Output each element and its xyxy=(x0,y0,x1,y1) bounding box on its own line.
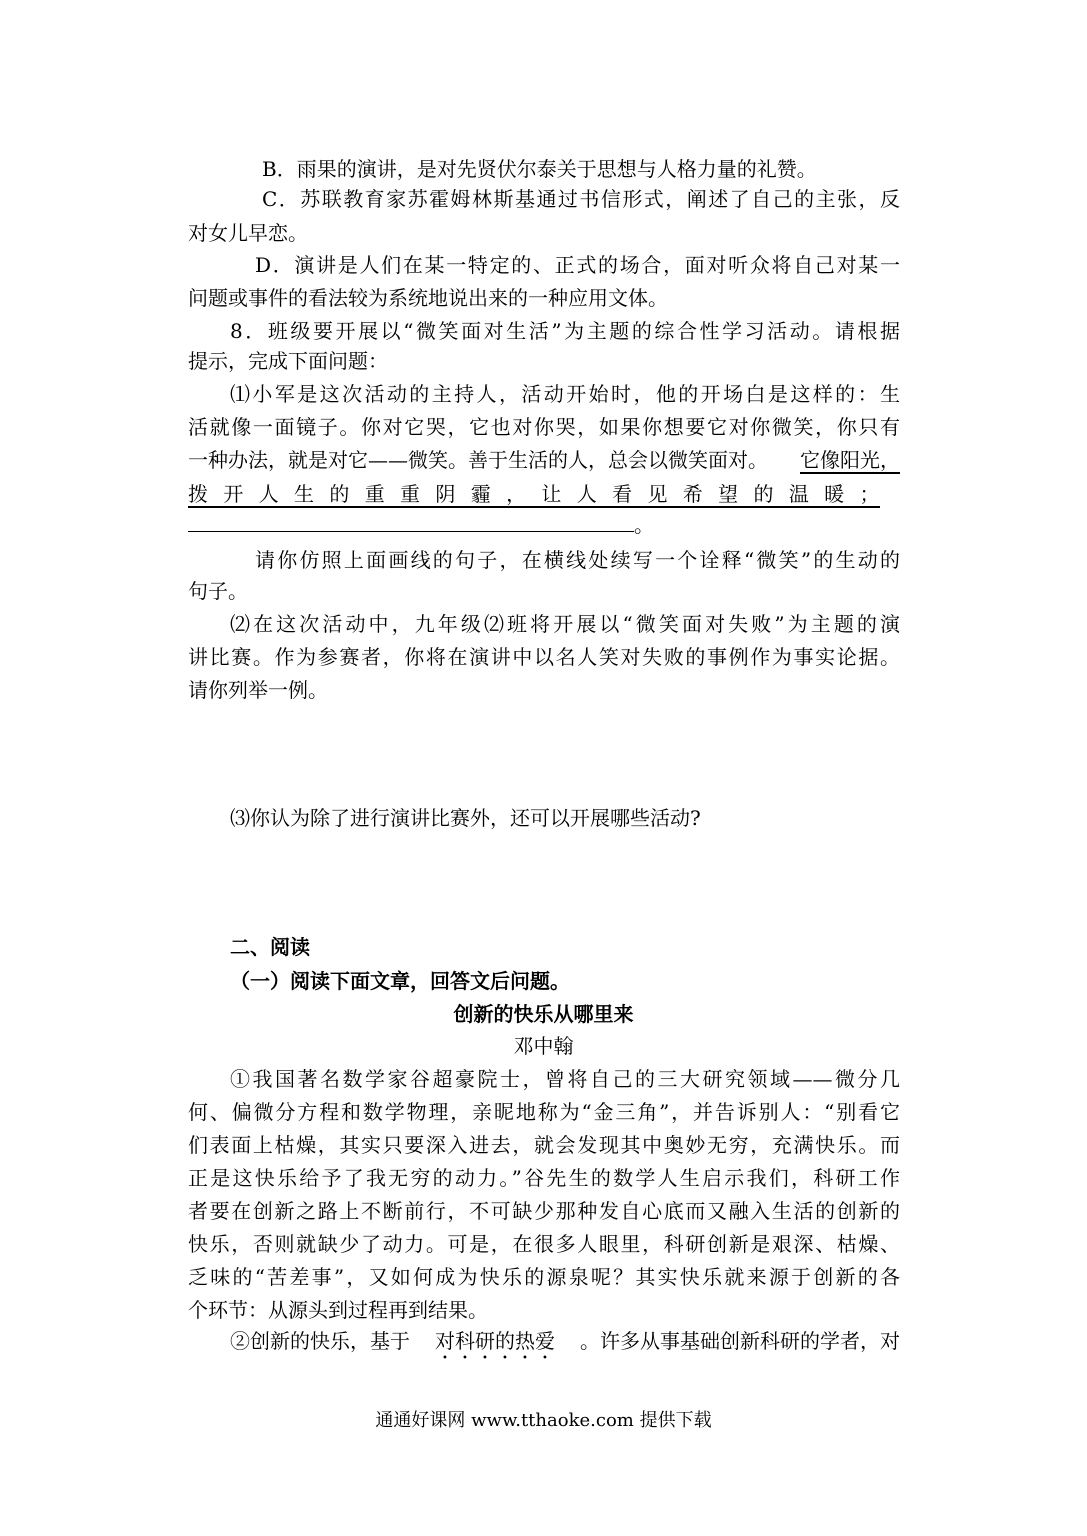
q8-sub1-line3 xyxy=(188,445,900,475)
dotted-emphasis-phrase: 对科研的热爱 xyxy=(435,1329,555,1353)
option-d-line1: D．演讲是人们在某一特定的、正式的场合，面对听众将自己对某一 xyxy=(255,253,900,277)
para2-text-after: 。许多从事基础创新科研的学者，对 xyxy=(580,1329,900,1353)
option-c-line2: 对女儿早恋。 xyxy=(188,221,308,245)
part1-heading: （一）阅读下面文章，回答文后问题。 xyxy=(230,969,570,993)
q8-sub3: ⑶你认为除了进行演讲比赛外，还可以开展哪些活动? xyxy=(230,806,701,830)
option-c-line1: C．苏联教育家苏霍姆林斯基通过书信形式，阐述了自己的主张，反 xyxy=(262,187,900,211)
para2-line1 xyxy=(230,1326,900,1364)
q8-sub1-line3-text: 一种办法，就是对它——微笑。善于生活的人，总会以微笑面对。 xyxy=(188,448,768,472)
answer-blank-line xyxy=(188,531,634,532)
option-d-line2: 问题或事件的看法较为系统地说出来的一种应用文体。 xyxy=(188,286,668,310)
para1-line5: 者要在创新之路上不断前行，不可缺少那种发自心底而又融入生活的创新的 xyxy=(188,1199,900,1223)
page-footer: 通通好课网 www.tthaoke.com 提供下载 xyxy=(375,1410,712,1431)
underlined-sentence-end: 拨开人生的重重阴霾，让人看见希望的温暖； xyxy=(188,482,880,506)
article-author: 邓中翰 xyxy=(513,1034,574,1058)
q8-stem-line2: 提示，完成下面问题： xyxy=(188,349,388,373)
q8-sub2-line2: 讲比赛。作为参赛者，你将在演讲中以名人笑对失败的事例作为事实论据。 xyxy=(188,645,900,669)
section-heading-reading: 二、阅读 xyxy=(230,935,310,959)
q8-sub1-instruction-line1: 请你仿照上面画线的句子，在横线处续写一个诠释“微笑”的生动的 xyxy=(255,548,900,572)
para2-text-before: ②创新的快乐，基于 xyxy=(230,1329,410,1353)
para1-line6: 快乐，否则就缺少了动力。可是，在很多人眼里，科研创新是艰深、枯燥、 xyxy=(188,1232,900,1256)
para1-line7: 乏味的“苦差事”，又如何成为快乐的源泉呢？其实快乐就来源于创新的各 xyxy=(188,1265,900,1289)
q8-stem-line1: 8．班级要开展以“微笑面对生活”为主题的综合性学习活动。请根据 xyxy=(230,319,900,343)
article-title: 创新的快乐从哪里来 xyxy=(453,1002,634,1026)
q8-sub2-line3: 请你列举一例。 xyxy=(188,678,328,702)
para1-line4: 正是这快乐给予了我无穷的动力。”谷先生的数学人生启示我们，科研工作 xyxy=(188,1166,900,1190)
answer-blank-period: 。 xyxy=(634,513,654,537)
underlined-sentence-start: 它像阳光， xyxy=(800,448,900,472)
para1-line2: 何、偏微分方程和数学物理，亲昵地称为“金三角”，并告诉别人：“别看它 xyxy=(188,1100,900,1124)
q8-sub1-line1: ⑴小军是这次活动的主持人，活动开始时，他的开场白是这样的：生 xyxy=(230,382,900,406)
q8-sub1-instruction-line2: 句子。 xyxy=(188,579,248,603)
q8-sub1-line2: 活就像一面镜子。你对它哭，它也对你哭，如果你想要它对你微笑，你只有 xyxy=(188,415,900,439)
q8-sub2-line1: ⑵在这次活动中，九年级⑵班将开展以“微笑面对失败”为主题的演 xyxy=(230,612,900,636)
para1-line8: 个环节：从源头到过程再到结果。 xyxy=(188,1298,488,1322)
para1-line1: ①我国著名数学家谷超豪院士，曾将自己的三大研究领域——微分几 xyxy=(230,1067,900,1091)
option-b: B．雨果的演讲，是对先贤伏尔泰关于思想与人格力量的礼赞。 xyxy=(262,157,817,181)
para1-line3: 们表面上枯燥，其实只要深入进去，就会发现其中奥妙无穷，充满快乐。而 xyxy=(188,1133,900,1157)
